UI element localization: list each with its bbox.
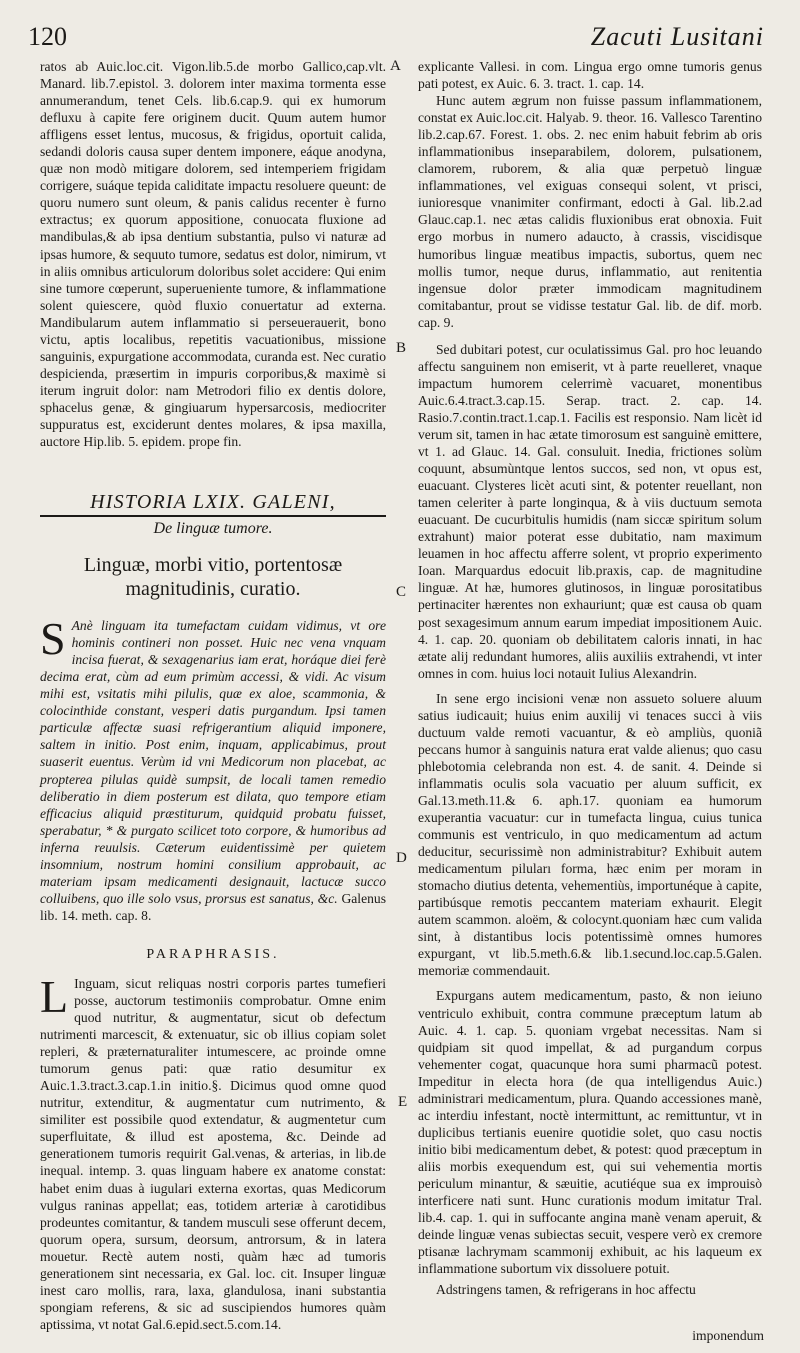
case-drop-cap: S [40, 613, 66, 665]
history-heading [40, 553, 386, 601]
right-paragraph-4: In sene ergo incisioni venæ non assueto soluere aluum satius iudicauit; huius enim auxilij vi tenaces succi à viis ductuum valde remoti vacuantur, & eò ampliùs, quoniã peccans humor à sanguinis natura erat valde alienus; quo casu phlebotomia celebranda non est. 4. de sanit. 4. Deinde si inflammatis oculis sola vacuatio per aluum sufficit, ex Gal.13.meth.11.& 6. aph.17. quoniam ea humorum exuperantia vacuatur: cur in tumefacta lingua, cuius tunica communis est ventriculo, in quo medicamentum ad actum deducitur, securissimè non administrabitur? Exhibuit autem medicamentum piluları forma, hæc enim per moram in stomacho diutius detenta, vehementiùs, importunéque à capite, partibúsque remotis peccantem materiam exhaurit. Elegit autem scammon. aloëm, & colocynt.quoniam hæc cum valida sint, à distantibus locis potentissimè omnes humores expurgant, vt lib.5.meth.6.& lib.1.secund.loc.cap.5.Galen. memoriæ commendauit. [418, 690, 762, 979]
history-subtitle: De linguæ tumore. [153, 520, 273, 538]
margin-letter-a: A [390, 58, 401, 74]
right-paragraph-1: explicante Vallesi. in com. Lingua ergo omne tumoris genus pati potest, ex Auic. 6. 3. tract. 1. cap. 14. [418, 59, 762, 92]
case-paragraph [40, 613, 386, 924]
history-heading-line-2: magnitudinis, curatio. [125, 578, 301, 601]
page-header [28, 22, 764, 58]
page-number: 120 [28, 22, 67, 51]
history-title: HISTORIA LXIX. GALENI, [90, 491, 336, 514]
title-divider [40, 515, 386, 517]
paraphrasis-heading: PARAPHRASIS. [146, 946, 280, 962]
margin-letter-c: C [396, 584, 407, 600]
paraphrasis-text: Inguam, sicut reliquas nostri corporis partes tumefieri posse, auctorum testimoniis comprobatur. Omne enim quod nutritur, & augmentatur, sicut ob defectum nutrimenti marcescit, & extenuatur, sic ob illius copiam solet repleri, & præternaturaliter intumescere, ac proinde omne tumorum genus pati: quæ ratio desumitur ex Auic.1.3.tract.3.cap.1.in initio.§. Dicimus quod omne quod nutritur, extenditur, & augmentatur cum nutrimento, & similiter est possibile quod extendatur, & augmentetur cum superfluitate, & illud est apostema, &c. Deinde ad generationem tumoris requirit Gal.venas, & arterias, in lib.de inequal. intemp. 3. quas linguam habere ex anatome constat: habet enim duas à iugulari externa exortas, quas Medicorum vulgus raninas appellat; eas, totidem arteriæ à carotidibus prodeuntes comitantur, & tandem musculi sese offerunt decem, quorum opera, sursum, deorsum, antrorsum, & in latera mouetur. Rectè autem nosti, quàm hæc ad tumoris generationem sint necessaria, ex Gal. loc. cit. Insuper linguæ inest caro mollis, rara, laxa, glandulosa, inani substantia spongiam referens, & sic ad suscipiendos humores quàm aptissima, vt notat Gal.6.epid.sect.5.com.14. [40, 975, 386, 1332]
catchword: imponendum [692, 1328, 764, 1343]
margin-letter-b: B [396, 340, 407, 356]
right-paragraph-6: Adstringens tamen, & refrigerans in hoc affectu [436, 1282, 696, 1298]
right-paragraph-3: Sed dubitari potest, cur oculatissimus Gal. pro hoc leuando affectu sanguinem non emiserit, vt à parte reuelleret, vnaque impactum humorem celerrimè vacuaret, monentibus Auic.6.4.tract.3.cap.15. Serap. tract. 2. cap. 14. Rasio.7.contin.tract.1.cap.1. Facilis est responsio. Nam licèt id verum sit, tamen in hac ætate timorosum est sanguinè emittere, vt 1. ad Glauc. 14. Gal. consuluit. Inedia, frictiones solùm coquunt, absumùntque lentos succos, sed non, vt opus est, euacuant. Clysteres licèt acuti sint, & potenter reuellant, non tamen celeriter à parte longinqua, & à viis ductuum semota euacuant. De cucurbitulis humidis (nam siccæ spiritum solum extrahunt) maior poterat esse dubitatio, nam maximum leuamen in hoc affectu afferre solent, vt proprio experimento Ioan. Marquardus edocuit lib.praxis, cap. de magnitudine linguæ. At hæ, humores glutinosos, in linguæ porositatibus pertinaciter hærentes non exhauriunt; quæ est causa ob quam post sexagesimum annum earum impediat impositionem Auic. 4. 1. cap. 20. quoniam ob debilitatem caloris innati, in hac ætate alij redundant humores, aliis auxiliis extrahendi, vt inter omnes in com. huius loci notauit Iulius Alexandrin. [418, 341, 762, 681]
opening-paragraph: ratos ab Auic.loc.cit. Vigon.lib.5.de morbo Gallico,cap.vlt. Manard. lib.7.epistol. 3. dolorem inter maxima tormenta esse annumerandum, tenet Cels. lib.6.cap.9. qui ex humorum defluxu à capite fere originem ducit. Quum autem humor affligens esset lentus, mucosus, & frigidus, oportuit calida, sedandi doloris causa super dentem imponere, eáque anodyna, quæ non modò mitigare dolorem, sed intemperiem frigidam corrigere, suáque tepida caliditate impactu resoluere queunt: de quoru numero sunt oleum, & panis calidus recenter è furno extractus; ex quorum appositione, conuocata fluxione ad mandibulas,& ab ipsa dentium substantia, pulso vi naturæ ad ipsas humore, & sequuto tumore, sedatus est dolor, nimirum, vt in aliis omnibus articulorum doloribus solet accidere: Qui enim sine tumore cœperunt, superueniente tumore, & inflammatione solent quiescere, quòd fluxio conuertatur ad externa. Mandibularum autem inflammatio si perseuerauerit, bono victu, aptis localibus, repetitis vacuationibus, missione sanguinis, expurgatione accommodata, curanda est. Nec curatio despicienda, præsertim in impuris corporibus,& maximè si iterum ingruit dolor: nam Metrodori filio ex dentis dolore, sphacelus genæ, & gingiuarum hypersarcosis, mediocriter suppuratus est, exciderunt dentes molares, & ipsa maxilla, auctore Hip.lib. 5. epidem. prope fin. [40, 59, 386, 450]
case-text: Anè linguam ita tumefactam cuidam vidimus, vt ore hominis contineri non posset. Huic nec vena vnquam incisa fuerat, & sexagenarius iam erat, horáque diei ferè decima erat, cùm ad eum primùm accessi, & vidi. Ac visum mihi est, vsitatis mihi pilulis, quæ ex aloe, scammonia, & colocinthide constant, vesperi datis purgandum. Ipsi tamen particulæ affectæ suasi refrigerantium aliquid imponere, saltem in initio. Post enim, inquam, applicabimus, prout suaserit euentus. Verùm id vni Medicorum non placebat, ac propterea pilulas quidè sumpsit, de locali tamen remedio deliberatio in diem posterum est dilata, quo tempore etiam efficacius aliquid præstiturum, quidquid probatu fuisset, sperabatur, * & purgato scilicet toto corpore, & humoribus ad inferna reuulsis. Cæterum euidentissimè per quietem insomnium, nostrum homini consilium approbauit, ac materiam ipsam medicamenti designauit, lactucæ succo colluibens, quo ille solo vsus, prorsus est sanatus, &c. [40, 618, 386, 906]
right-paragraph-2: Hunc autem ægrum non fuisse passum inflammationem, constat ex Auic.loc.cit. Halyab. 9. theor. 16. Vallesco Tarentino lib.2.cap.67. Forest. 1. obs. 2. nec enim habuit febrim ab oris inflammationibus inseparabilem, dolorem, pulsationem, clamorem, ruborem, & alia quæ perpetuò linguæ inflammationes, vel exiguas consequi solent, vt prisci, iunioresque vnanimiter confirmant, edocti à Gal. lib.2.ad Glauc.cap.1. nec ætas calidis fluxionibus erat obnoxia. Fuit ergo morbus in numero adaucto, à crassis, viscidisque humoribus linguæ meatibus impactis, subortus, quem nec mollis tumor, neque durus, inflammatio, aut renitentia ingensue dolor præter immodicam magnitudinem comitabantur, prout se vidisse testatur Gal. lib. de dif. morb. cap. 9. [418, 93, 762, 330]
paraphrasis-drop-cap: L [40, 970, 69, 1022]
right-column [418, 58, 762, 1298]
left-column [40, 58, 386, 1333]
history-heading-line-1: Linguæ, morbi vitio, portentosæ [83, 554, 343, 577]
margin-letter-d: D [396, 850, 407, 866]
right-paragraph-5: Expurgans autem medicamentum, pasto, & non ieiuno ventriculo exhibuit, contra commune præceptum latum ab Auic. 4. 1. cap. 5. quoniam vrgebat necessitas. Nam si quidpiam sit quod impellat, & ad purgandum corpus vehementer cogat, quacunque hora sumi pharmacũ potest. Impeditur in electa hora (de qua intelligendus Auic.) administrari medicamentum, plura. Quando accessiones manè, ac interdiu infestant, noctè intermittunt, ac remittuntur, vt in duplicibus tertianis euenire quotidie solet, quo casu noctis initio bibi medicamentum debet, & potest: quod præceptum in aliis morbis exequendum est, qui sui vehementia mortis periculum minantur, & sæuitie, acutiéque sua ex improuisò interficere nati sunt. Hunc curationis modum imitatur Tral. lib.4. cap. 1. qui in suffocante angina manè venam aperuit, & deinde linguæ venas subiectas secuit, vespere verò ex cremore ptisanæ lachrymam scammonij exhibuit, ac his laqueum ex inflammatione subortum vix dissoluere potuit. [418, 988, 762, 1277]
running-title: Zacuti Lusitani [590, 22, 764, 51]
case-source: Galenus lib. 14. meth. cap. 8. [40, 890, 386, 923]
margin-letter-e: E [398, 1094, 408, 1110]
paraphrasis-paragraph [40, 970, 386, 1333]
